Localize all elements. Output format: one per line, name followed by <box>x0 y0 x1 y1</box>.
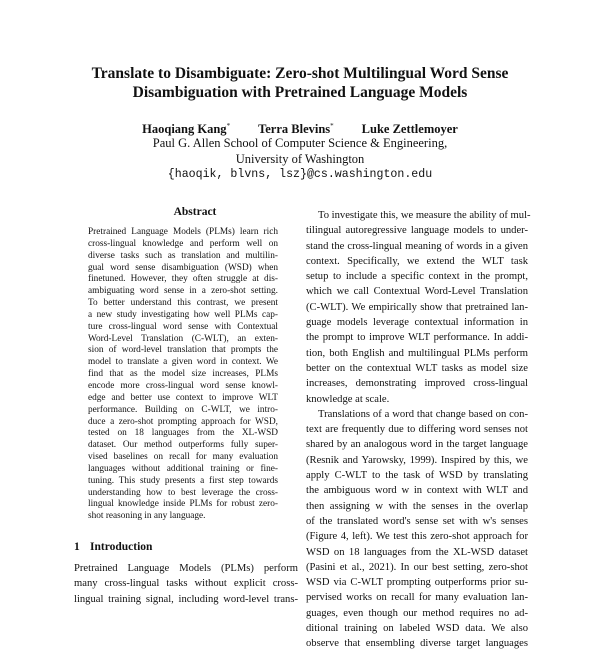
text-line: tuning. This study presents a first step towards <box>88 475 278 486</box>
text-line: diverse tasks such as translation and multilin- <box>88 250 278 261</box>
section-title: Introduction <box>90 541 153 553</box>
author-mark: * <box>226 122 231 130</box>
text-line: ture cross-lingual word sense with Contextual <box>88 321 278 332</box>
text-line: which we call Contextual Word-Level Translation <box>306 286 528 298</box>
text-line: observe that ensembling diverse target languages <box>306 638 528 650</box>
text-line: WSD on 18 languages from the XL-WSD dataset <box>306 546 528 558</box>
abstract-heading: Abstract <box>173 206 217 218</box>
text-line: encode more cross-lingual word sense knowl- <box>88 380 278 391</box>
text-line: WSD via C-WLT prompting outperforms prior su- <box>306 577 528 589</box>
text-line: increases, demonstrating improved cross-lingual <box>306 378 528 390</box>
section-heading-introduction <box>74 541 152 553</box>
text-line: stand the cross-lingual meaning of words in a given <box>306 240 528 252</box>
text-line: tilingual autoregressive language models to under- <box>306 225 528 237</box>
text-line: gual word sense disambiguation (WSD) when <box>88 262 278 273</box>
author-name: Haoqiang Kang <box>142 122 227 137</box>
author-mark: * <box>330 122 334 130</box>
affiliation <box>60 135 540 183</box>
author-name: Terra Blevins <box>258 122 331 137</box>
text-line: then assigning w with the senses in the overlap <box>306 500 528 512</box>
text-line: knowledge at scale. <box>306 393 390 405</box>
text-line: a new study investigating how well PLMs cap- <box>88 309 278 320</box>
text-line: vised baselines on recall for many evaluation <box>88 452 278 463</box>
text-line: (Resnik and Yarowsky, 1999). Inspired by this, we <box>306 454 528 466</box>
author-email: {haoqik, blvns, lsz}@cs.washington.edu <box>167 168 433 181</box>
text-line: performance. Building on C-WLT, we intro- <box>88 404 278 415</box>
text-line: guage models leverage contextual information in <box>306 317 528 329</box>
author-name: Luke Zettlemoyer <box>361 122 458 137</box>
right-column-body <box>306 208 531 652</box>
introduction-body <box>74 561 298 607</box>
affiliation-line: University of Washington <box>235 152 365 166</box>
text-line: many cross-lingual tasks without explicit cross- <box>74 578 298 590</box>
text-line: context. Specifically, we extend the WLT task <box>306 255 528 267</box>
text-line: Pretrained Language Models (PLMs) learn rich <box>88 227 278 237</box>
text-line: the ambiguous word w in context with WLT and <box>306 485 528 497</box>
text-line: the prompt to improve WLT performance. In addi- <box>306 332 528 344</box>
text-line: dataset. Our method outperforms fully super- <box>88 440 278 451</box>
text-line: text are frequently due to differing word senses not <box>306 424 528 436</box>
text-line: duce a zero-shot prompting approach for WSD, <box>88 416 278 427</box>
text-line: setup to include a specific context in the prompt, <box>306 271 528 283</box>
paragraph <box>306 208 531 407</box>
text-line: understanding how to best leverage the cross- <box>88 487 278 498</box>
text-line: cross-lingual knowledge and perform well on <box>88 238 278 249</box>
text-line: pervised works on recall for many evaluation lan- <box>306 592 528 604</box>
affiliation-line: Paul G. Allen School of Computer Science & Engineering, <box>152 136 448 150</box>
text-line: lingual knowledge inside PLMs for robust zero- <box>88 499 278 510</box>
text-line: tion, both English and multilingual PLMs perform <box>306 347 528 359</box>
text-line: tested on 18 languages from the XL-WSD <box>88 428 278 439</box>
paragraph <box>306 407 528 652</box>
text-line: find that as the model size increases, PLMs <box>88 369 278 380</box>
paper-title <box>60 64 540 102</box>
title-line: Translate to Disambiguate: Zero-shot Multilingual Word Sense <box>91 65 509 82</box>
abstract-body <box>88 227 278 523</box>
text-line: (Figure 4, left). We test this zero-shot approach for <box>306 531 528 543</box>
text-line: apply C-WLT to the task of WSD by translating <box>306 470 528 482</box>
text-line: (C-WLT). We empirically show that pretrained lan- <box>306 301 528 313</box>
text-line: To investigate this, we measure the ability of mul- <box>318 210 531 221</box>
text-line: ditional training on labeled WSD data. We also <box>306 623 528 635</box>
text-line: (Pasini et al., 2021). In our best setting, zero-shot <box>306 561 528 573</box>
text-line: To better understand this contrast, we present <box>88 298 278 309</box>
text-line: Translations of a word that change based on con- <box>318 408 528 420</box>
text-line: shared by an analogous word in the target language <box>306 439 528 451</box>
text-line: model to translate a given word in context. We <box>88 357 278 368</box>
text-line: languages without additional training or fine- <box>88 463 278 474</box>
text-line: shot reasoning in any language. <box>88 511 206 522</box>
text-line: of the translated word's sense set with w's senses <box>306 515 528 527</box>
text-line: Word-Level Translation (C-WLT), an exten- <box>88 333 278 344</box>
section-number: 1 <box>74 541 80 553</box>
text-line: better on the contextual WLT tasks as model size <box>306 362 528 374</box>
text-line: sion of word-level translation that prompts the <box>88 345 278 356</box>
text-line: lingual training signal, including word-level trans- <box>74 593 298 605</box>
text-line: finetuned. However, they often struggle at dis- <box>88 274 278 285</box>
text-line: edge and better use context to improve WLT <box>88 392 278 403</box>
text-line: guages, even though our method requires no ad- <box>306 607 528 619</box>
text-line: ambiguating word sense in a zero-shot setting. <box>88 286 278 297</box>
title-line: Disambiguation with Pretrained Language Models <box>132 84 468 101</box>
text-line: Pretrained Language Models (PLMs) perform <box>74 563 298 574</box>
